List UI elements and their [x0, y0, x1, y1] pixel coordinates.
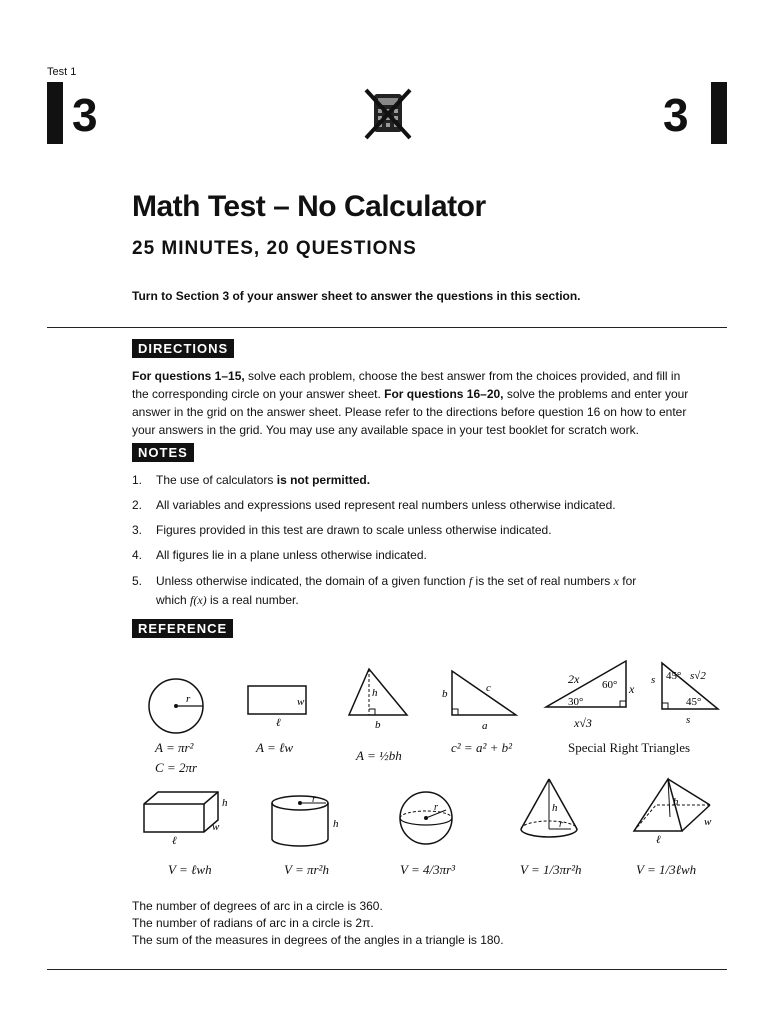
svg-text:h: h — [333, 818, 339, 830]
svg-text:60°: 60° — [602, 679, 618, 691]
svg-text:45°: 45° — [666, 670, 682, 682]
reference-fact-3: The sum of the measures in degrees of the angles in a triangle is 180. — [132, 933, 504, 947]
svg-text:r: r — [186, 693, 191, 705]
triangle-area-formula: A = ½bh — [356, 748, 402, 763]
note-4-text: All figures lie in a plane unless otherwise indicated. — [156, 548, 427, 562]
note-5-number: 5. — [132, 574, 143, 588]
sphere-figure — [396, 788, 456, 850]
note-5-text-a: Unless otherwise indicated, the domain of a given function — [156, 574, 469, 588]
svg-text:s: s — [651, 674, 656, 686]
svg-text:r: r — [559, 819, 563, 830]
svg-text:h: h — [552, 802, 558, 814]
reference-label: REFERENCE — [132, 619, 233, 638]
svg-text:30°: 30° — [568, 696, 584, 708]
svg-text:2x: 2x — [568, 672, 580, 686]
directions-bold-1: For questions 1–15, — [132, 369, 245, 383]
intro-text: Turn to Section 3 of your answer sheet to answer the questions in this section. — [132, 289, 581, 303]
divider-top — [47, 327, 727, 328]
note-1-number: 1. — [132, 473, 143, 487]
directions-text-2: solve the problems and enter your answer in the grid on the answer sheet. Please refer to the directions before question 16 on how to enter your answers in the grid. You may use any available space in your test booklet for scratch work. — [132, 387, 689, 437]
box-volume-formula: V = ℓwh — [168, 862, 212, 877]
svg-text:c: c — [486, 682, 491, 694]
svg-text:s√2: s√2 — [690, 670, 706, 682]
pythagorean-formula: c² = a² + b² — [451, 740, 513, 755]
svg-text:h: h — [222, 797, 228, 809]
reference-fact-1: The number of degrees of arc in a circle is 360. — [132, 899, 383, 913]
note-1 — [132, 471, 692, 490]
svg-text:w: w — [212, 821, 220, 833]
note-3 — [132, 521, 692, 540]
svg-text:x: x — [629, 682, 635, 696]
triangle-figure — [345, 665, 413, 731]
note-5-text-b: is the set of real numbers — [472, 574, 614, 588]
notes-label: NOTES — [132, 443, 194, 462]
note-5-text-d: which — [156, 593, 191, 607]
note-5-fx: f(x) — [190, 593, 207, 607]
section-number-right: 3 — [663, 89, 689, 141]
cone-figure — [515, 775, 585, 847]
svg-text:ℓ: ℓ — [276, 717, 281, 728]
svg-text:h: h — [673, 796, 679, 808]
note-2-text: All variables and expressions used represent real numbers unless otherwise indicated. — [156, 498, 616, 512]
svg-text:h: h — [372, 687, 378, 699]
rectangle-area-formula: A = ℓw — [256, 740, 294, 755]
note-1-text: The use of calculators — [156, 473, 277, 487]
pyramid-volume-formula: V = 1/3ℓwh — [636, 862, 697, 877]
svg-text:w: w — [297, 696, 305, 708]
svg-text:x√3: x√3 — [574, 716, 592, 730]
circle-circumference-formula: C = 2πr — [155, 760, 198, 775]
note-5-text-e: is a real number. — [206, 593, 299, 607]
cone-volume-formula: V = 1/3πr²h — [520, 862, 582, 877]
sphere-volume-formula: V = 4/3πr³ — [400, 862, 456, 877]
svg-text:ℓ: ℓ — [172, 835, 177, 847]
svg-text:45°: 45° — [686, 696, 702, 708]
svg-text:a: a — [482, 720, 488, 732]
page-title: Math Test – No Calculator — [132, 190, 486, 223]
note-5-text-c: for — [618, 574, 637, 588]
box-figure — [140, 788, 230, 848]
special-triangle-30-60-figure — [540, 655, 640, 735]
note-5-f: f — [468, 574, 473, 588]
note-4 — [132, 546, 692, 565]
section-bar-left — [47, 82, 63, 144]
right-triangle-figure — [440, 665, 522, 733]
note-5-x: x — [613, 574, 619, 588]
note-5 — [132, 572, 692, 610]
cylinder-volume-formula: V = πr²h — [284, 862, 329, 877]
directions-text — [132, 367, 692, 439]
svg-text:b: b — [442, 688, 448, 700]
special-triangles-caption: Special Right Triangles — [568, 740, 691, 755]
directions-bold-2: For questions 16–20, — [384, 387, 504, 401]
section-number-left: 3 — [72, 89, 98, 141]
reference-fact-2: The number of radians of arc in a circle is 2π. — [132, 916, 374, 930]
directions-label: DIRECTIONS — [132, 339, 234, 358]
special-triangle-45-45-figure — [648, 655, 724, 733]
rectangle-figure — [240, 682, 312, 728]
circle-area-formula: A = πr² — [155, 740, 194, 755]
circle-figure — [145, 675, 207, 737]
svg-text:r: r — [312, 794, 316, 805]
divider-bottom — [47, 969, 727, 970]
note-3-text: Figures provided in this test are drawn to scale unless otherwise indicated. — [156, 523, 552, 537]
note-3-number: 3. — [132, 523, 143, 537]
test-label: Test 1 — [47, 66, 77, 78]
directions-text-1: solve each problem, choose the best answer from the choices provided, and fill in the corresponding circle on your answer sheet. — [132, 369, 681, 401]
no-calculator-icon — [362, 86, 414, 142]
section-bar-right — [711, 82, 727, 144]
pyramid-figure — [628, 775, 720, 847]
svg-text:w: w — [704, 816, 712, 828]
note-4-number: 4. — [132, 548, 143, 562]
page-subtitle: 25 MINUTES, 20 QUESTIONS — [132, 238, 417, 259]
svg-text:ℓ: ℓ — [656, 834, 661, 846]
note-2 — [132, 496, 692, 515]
svg-text:b: b — [375, 719, 381, 731]
cylinder-figure — [266, 793, 348, 851]
svg-text:s: s — [686, 714, 691, 726]
note-2-number: 2. — [132, 498, 143, 512]
note-1-bold: is not permitted. — [276, 473, 371, 487]
svg-text:r: r — [434, 802, 438, 813]
